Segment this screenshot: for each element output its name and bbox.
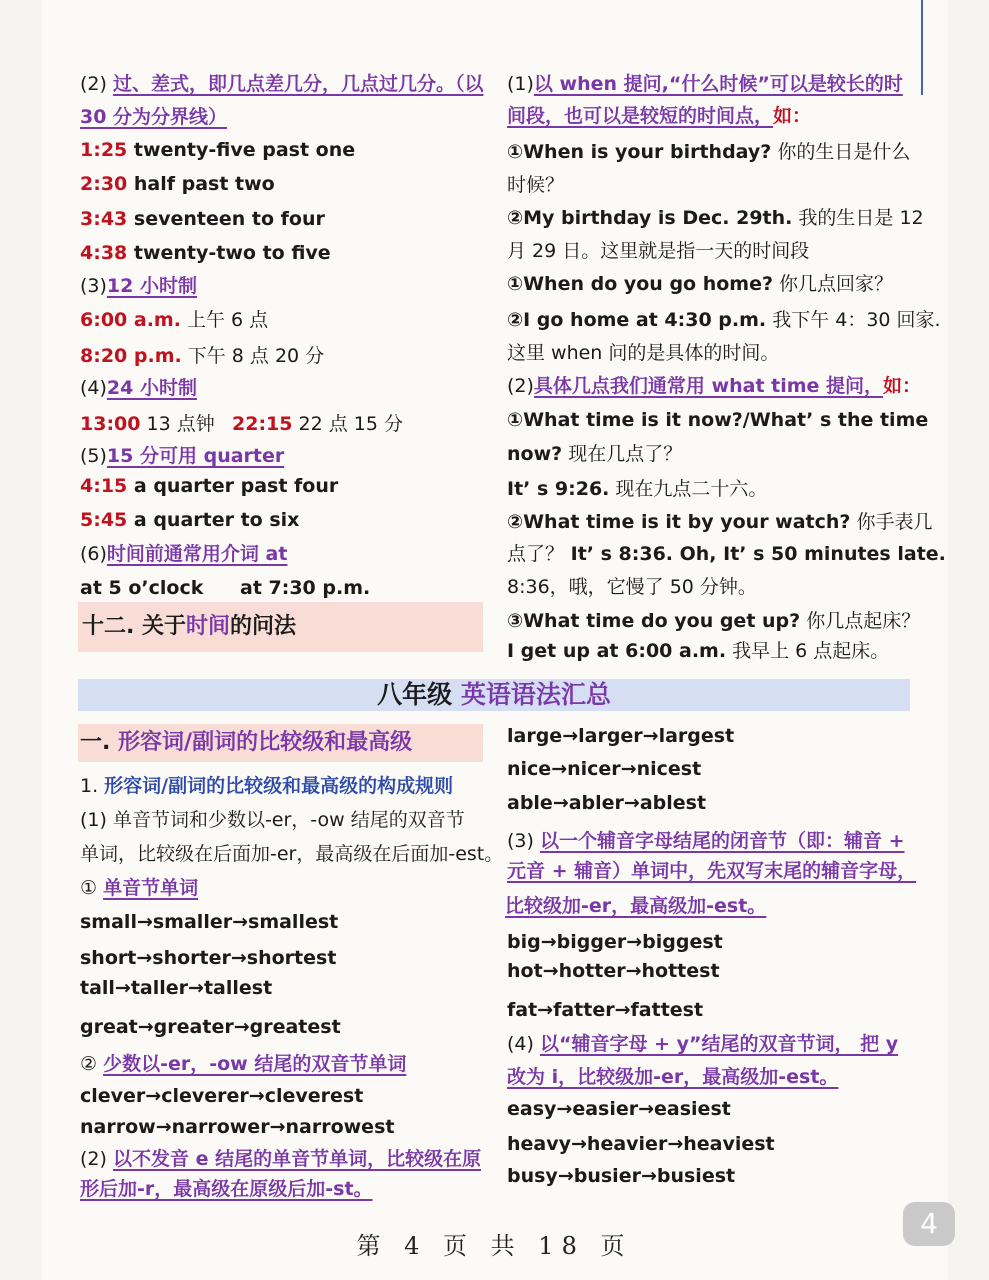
grade-label: 八年级: [377, 680, 453, 709]
rule-heading: [507, 1032, 898, 1056]
heading-highlight: 形容词/副词的比较级和最高级: [118, 730, 413, 755]
example-line: [507, 308, 941, 332]
time-value: 8:20 p.m.: [80, 345, 182, 367]
rule-heading-cont: [80, 1177, 373, 1201]
sec-3-title: 12 小时制: [106, 275, 197, 297]
example-line: [507, 442, 682, 466]
time-example: [80, 344, 324, 368]
chinese-translation: 我的生日是 12: [792, 207, 924, 229]
word-forms: great→greater→greatest: [80, 1016, 341, 1038]
example-label: 如：: [773, 105, 812, 127]
english-sentence: now?: [507, 443, 563, 465]
rule-title-cont: 元音 + 辅音）单词中，先双写末尾的辅音字母，: [507, 860, 917, 882]
example-label: 如：: [883, 375, 922, 397]
word-forms: short→shorter→shortest: [80, 947, 337, 969]
rule-heading-cont: [505, 894, 766, 918]
english-sentence: ①When is your birthday?: [507, 141, 772, 163]
time-reading: 下午 8 点 20 分: [181, 345, 325, 367]
sec-5-num: (5): [80, 445, 107, 467]
rule-title-cont: 形后加-r，最高级在原级后加-st。: [80, 1178, 373, 1200]
rule-title-cont: 改为 i，比较级加-er，最高级加-est。: [507, 1066, 839, 1088]
banner-title: 英语语法汇总: [460, 680, 611, 709]
word-forms: easy→easier→easiest: [507, 1098, 731, 1120]
time-reading: 上午 6 点: [180, 309, 269, 331]
heading-part: 一.: [80, 730, 119, 755]
time-example: [80, 412, 215, 436]
word-forms: fat→fatter→fattest: [507, 999, 704, 1021]
case-title: 单音节单词: [103, 877, 199, 899]
sec-6-num: (6): [80, 543, 107, 565]
sec-2-title: 过、差式，即几点差几分，几点过几分。（以: [112, 73, 484, 95]
heading-part: 的问法: [230, 614, 297, 639]
chinese-translation: 现在几点了？: [562, 443, 683, 465]
what-time-title: 具体几点我们通常用 what time 提问，: [533, 375, 884, 397]
example-line: 这里 when 问的是具体的时间。: [507, 342, 780, 364]
when-heading-cont: [507, 104, 811, 128]
sec-3-heading: [80, 274, 197, 298]
chinese-translation: 我下午 4：30 回家.: [766, 309, 941, 331]
time-reading: half past two: [127, 173, 275, 195]
example-line: [507, 542, 946, 566]
time-value: 22:15: [232, 413, 293, 435]
time-value: 6:00 a.m.: [80, 309, 181, 331]
word-forms: clever→cleverer→cleverest: [80, 1085, 364, 1107]
example-line: 8:36，哦，它慢了 50 分钟。: [507, 576, 757, 598]
time-reading: a quarter to six: [127, 509, 300, 531]
word-forms: big→bigger→biggest: [507, 931, 723, 953]
english-sentence: ①When do you go home?: [507, 273, 773, 295]
time-example: [80, 508, 299, 532]
heading-part: 十二. 关于: [82, 614, 187, 639]
time-reading: twenty-two to five: [127, 242, 331, 264]
time-value: 4:38: [80, 242, 128, 264]
sec-5-title: 15 分可用 quarter: [106, 445, 285, 467]
rule-heading: [507, 829, 905, 853]
time-reading: 22 点 15 分: [292, 413, 403, 435]
chinese-translation: 现在九点二十六。: [609, 478, 768, 500]
example-line: [507, 140, 910, 164]
example-line: [507, 206, 924, 230]
example-line: [507, 639, 889, 663]
what-time-num: (2): [507, 375, 534, 397]
word-forms: large→larger→largest: [507, 725, 735, 747]
time-example: [80, 172, 275, 196]
case-heading: [80, 1052, 406, 1076]
rule-heading: [80, 1147, 481, 1171]
rule-num: (2): [80, 1148, 113, 1170]
example-line: [507, 609, 920, 633]
time-example: [232, 412, 403, 436]
chinese-translation: 你的生日是什么: [771, 141, 911, 163]
sec-6-title: 时间前通常用介词 at: [106, 543, 288, 565]
sec-2-num: (2): [80, 73, 113, 95]
time-value: 5:45: [80, 509, 128, 531]
english-sentence: I get up at 6:00 a.m.: [507, 640, 727, 662]
rule-heading-cont: [507, 1065, 838, 1089]
sec-2-heading: [80, 72, 483, 96]
chinese-translation: 你手表几: [850, 511, 933, 533]
sec-4-num: (4): [80, 377, 107, 399]
english-sentence: ②My birthday is Dec. 29th.: [507, 207, 793, 229]
what-time-heading: [507, 374, 921, 398]
case-title: 少数以-er，-ow 结尾的双音节单词: [103, 1053, 407, 1075]
rule-title: 以不发音 e 结尾的单音节单词，比较级在原: [112, 1148, 482, 1170]
time-example: [80, 207, 325, 231]
page-footer: 第 4 页 共 18 页: [356, 1232, 633, 1260]
case-num: ②: [80, 1053, 104, 1075]
example-line: [507, 477, 767, 501]
word-forms: hot→hotter→hottest: [507, 960, 720, 982]
example-line: ①What time is it now?/What’ s the time: [507, 409, 929, 431]
word-forms: nice→nicer→nicest: [507, 758, 702, 780]
rule-num: (4): [507, 1033, 540, 1055]
when-title-cont: 间段，也可以是较短的时间点，: [507, 105, 774, 127]
rule-title: 以一个辅音字母结尾的闭音节（即：辅音 +: [539, 830, 905, 852]
margin-rule: [921, 0, 923, 95]
rule-text: (1) 单音节词和少数以-er，-ow 结尾的双音节: [80, 809, 465, 831]
section-1-heading: [80, 731, 412, 755]
rule-text: 单词，比较级在后面加-er，最高级在后面加-est。: [80, 843, 504, 865]
section-12-heading: [82, 615, 296, 639]
example-line: 时候？: [507, 174, 565, 196]
time-example: [80, 474, 338, 498]
time-example: [80, 241, 331, 265]
time-reading: a quarter past four: [127, 475, 339, 497]
case-heading: [80, 876, 198, 900]
sec-6-heading: [80, 542, 287, 566]
time-value: 2:30: [80, 173, 128, 195]
sec-2-heading-cont: [80, 105, 227, 129]
case-num: ①: [80, 877, 104, 899]
rule-num: (3): [507, 830, 540, 852]
when-heading: [507, 72, 903, 96]
time-reading: seventeen to four: [127, 208, 325, 230]
word-forms: heavy→heavier→heaviest: [507, 1133, 775, 1155]
time-example: [80, 308, 268, 332]
rule-heading-cont: [507, 859, 916, 883]
rule-title-cont: 比较级加-er，最高级加-est。: [505, 895, 767, 917]
when-num: (1): [507, 73, 534, 95]
page-number-badge: 4: [903, 1202, 955, 1246]
example-line: [507, 510, 933, 534]
time-value: 1:25: [80, 139, 128, 161]
sec-5-heading: [80, 444, 284, 468]
rule-heading: [80, 774, 453, 798]
word-forms: busy→busier→busiest: [507, 1165, 736, 1187]
time-value: 3:43: [80, 208, 128, 230]
english-sentence: It’ s 9:26.: [507, 478, 610, 500]
chinese-translation: 你几点回家？: [773, 273, 894, 295]
sec-3-num: (3): [80, 275, 107, 297]
word-forms: able→abler→ablest: [507, 792, 707, 814]
heading-highlight: 时间: [186, 614, 231, 639]
at-example: at 7:30 p.m.: [240, 577, 371, 599]
english-sentence: ②What time is it by your watch?: [507, 511, 851, 533]
time-reading: 13 点钟: [140, 413, 215, 435]
when-title: 以 when 提问,“什么时候”可以是较长的时: [533, 73, 903, 95]
rule-num: 1.: [80, 775, 105, 797]
grade-banner: [78, 679, 910, 711]
example-line: [507, 272, 893, 296]
word-forms: tall→taller→tallest: [80, 977, 273, 999]
sec-4-heading: [80, 376, 197, 400]
time-reading: twenty-five past one: [127, 139, 356, 161]
english-sentence: It’ s 8:36. Oh, It’ s 50 minutes late.: [564, 543, 946, 565]
english-sentence: ③What time do you get up?: [507, 610, 801, 632]
chinese-translation: 我早上 6 点起床。: [726, 640, 890, 662]
sec-4-title: 24 小时制: [106, 377, 197, 399]
time-example: [80, 138, 355, 162]
time-value: 4:15: [80, 475, 128, 497]
chinese-translation: 你几点起床？: [800, 610, 921, 632]
chinese-translation: 点了？: [507, 543, 565, 565]
sec-2-title-cont: 30 分为分界线）: [80, 106, 228, 128]
rule-title: 以“辅音字母 + y”结尾的双音节词， 把 y: [539, 1033, 899, 1055]
at-example: at 5 o’clock: [80, 577, 204, 599]
word-forms: narrow→narrower→narrowest: [80, 1116, 395, 1138]
example-line: 月 29 日。这里就是指一天的时间段: [507, 240, 810, 262]
word-forms: small→smaller→smallest: [80, 911, 339, 933]
rule-title: 形容词/副词的比较级和最高级的构成规则: [104, 775, 454, 797]
english-sentence: ②I go home at 4:30 p.m.: [507, 309, 767, 331]
time-value: 13:00: [80, 413, 141, 435]
